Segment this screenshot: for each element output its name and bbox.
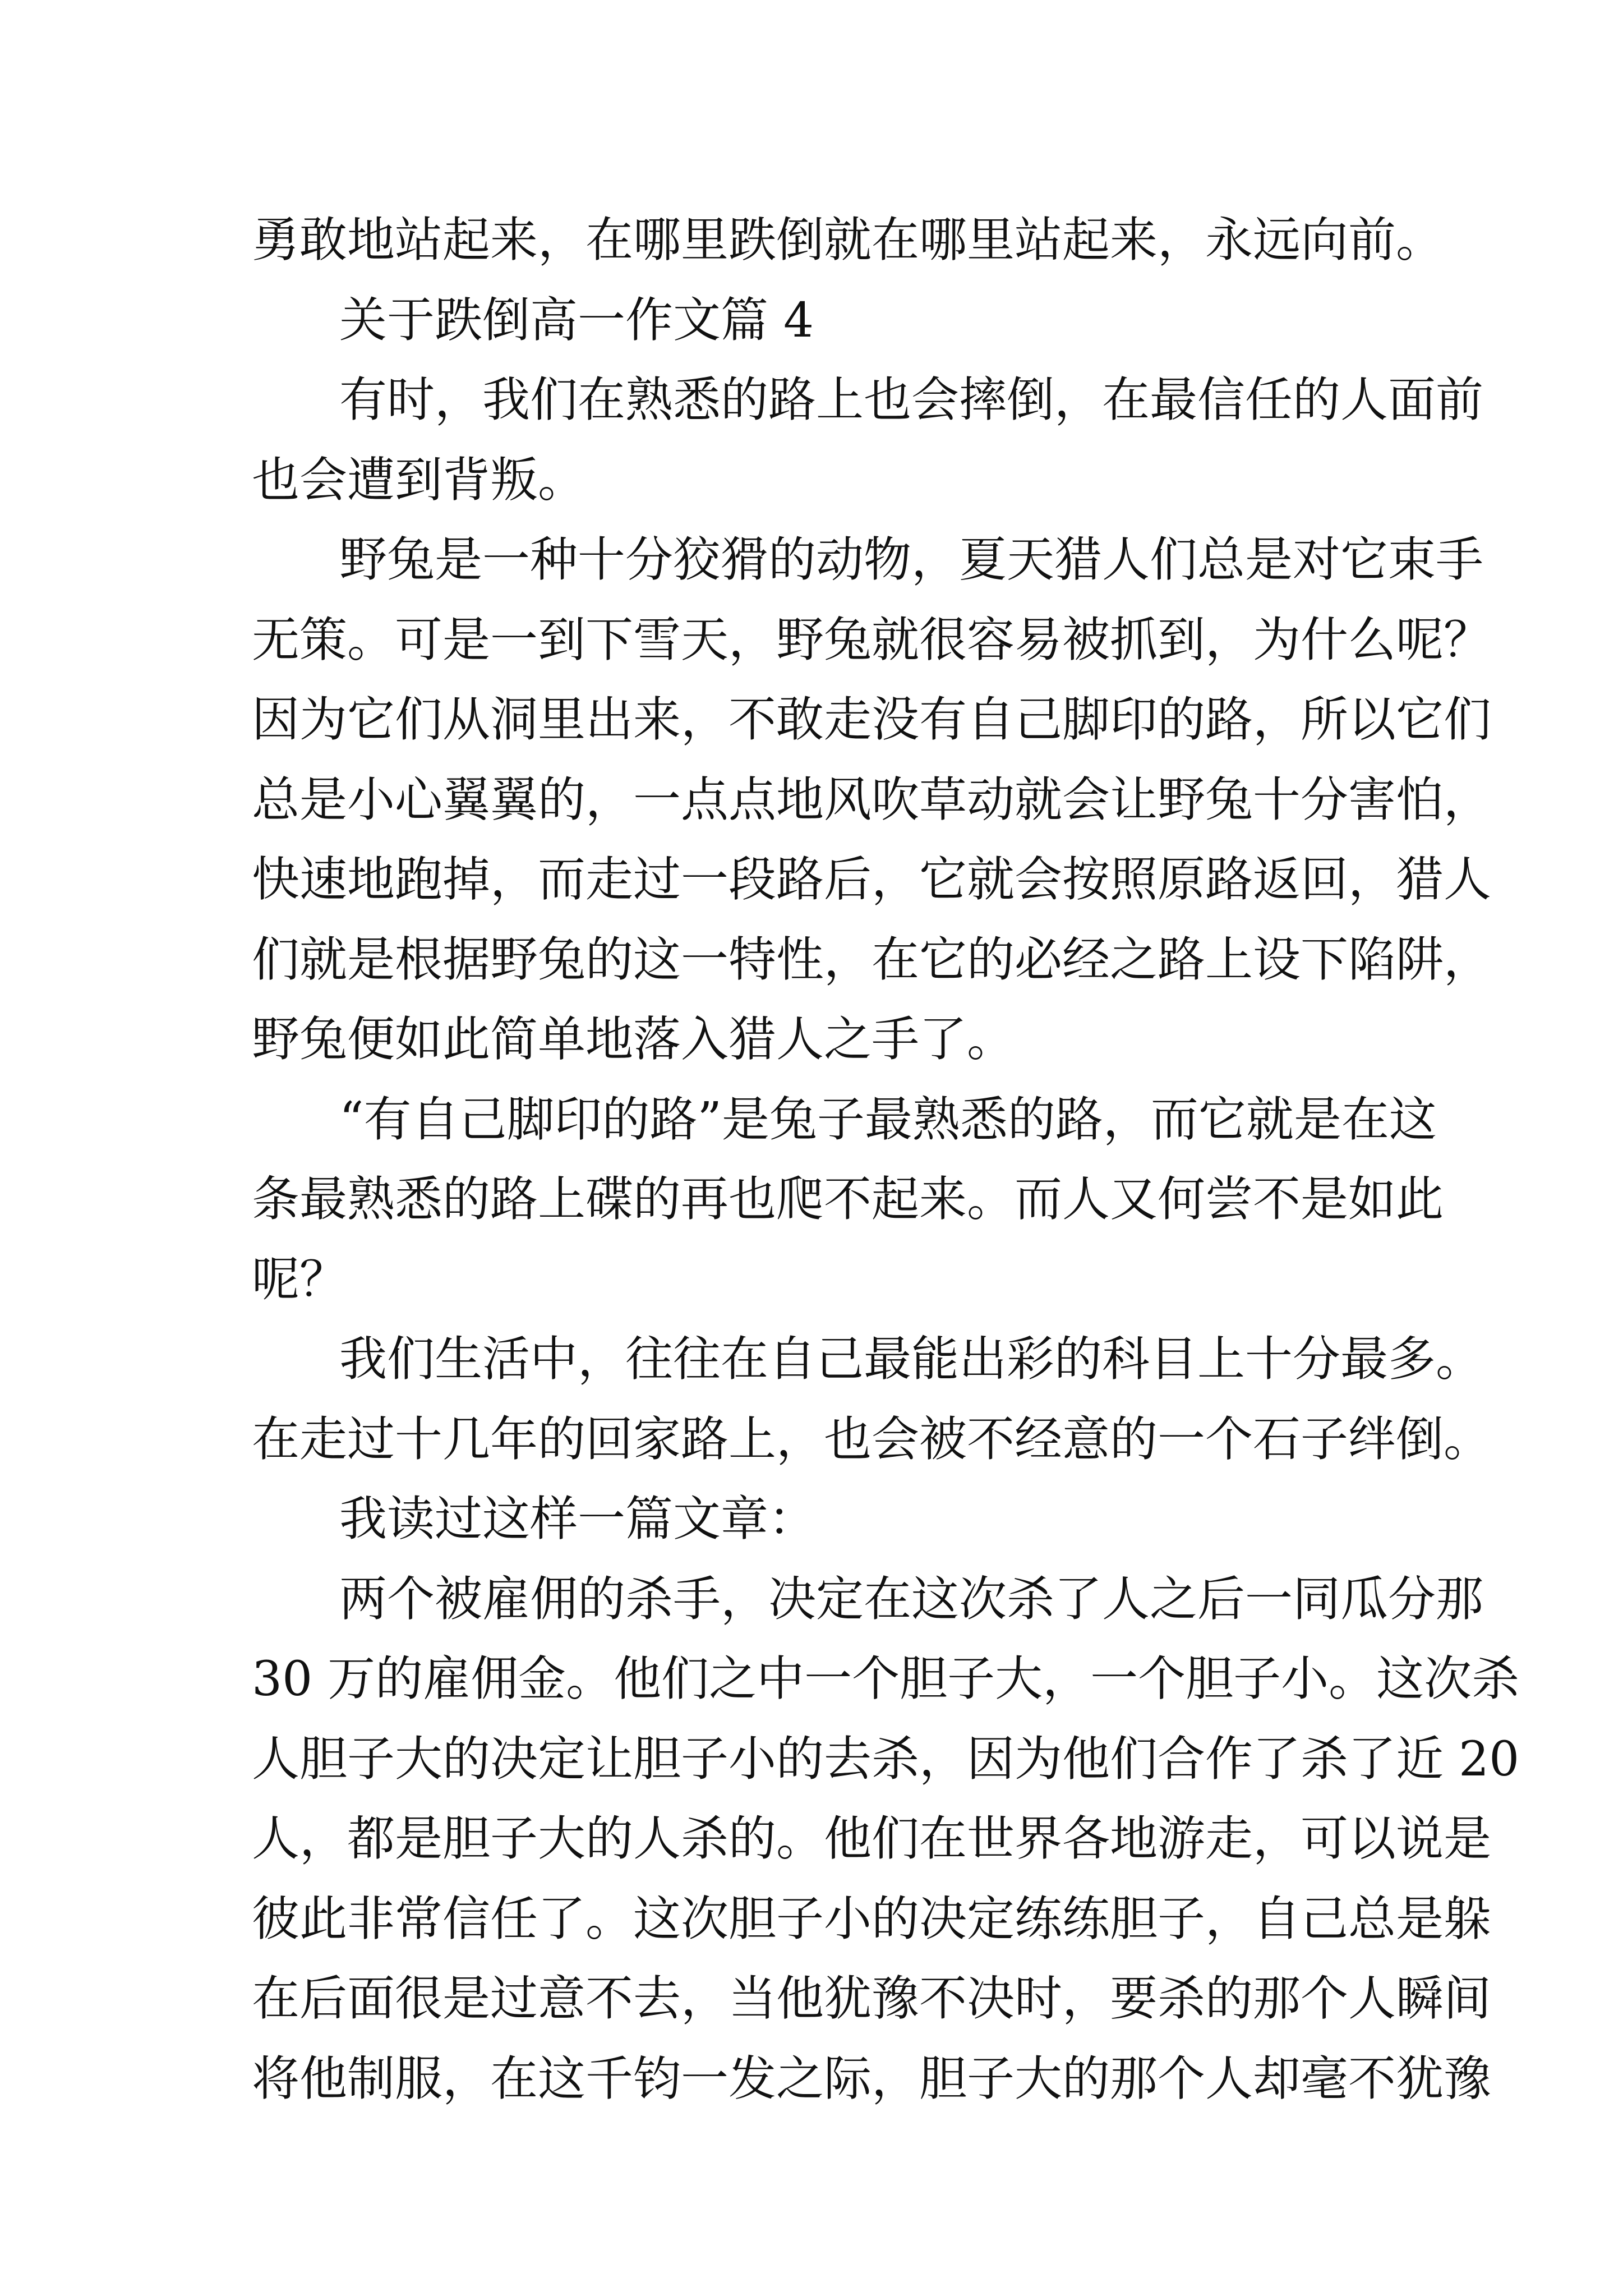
- article-body: [252, 201, 1520, 2119]
- text-line: 无策。可是一到下雪天，野兔就很容易被抓到，为什么呢？: [252, 612, 1492, 668]
- text-line: 快速地跑掉，而走过一段路后，它就会按照原路返回，猎人: [252, 852, 1492, 908]
- text-line: 在后面很是过意不去，当他犹豫不决时，要杀的那个人瞬间: [252, 1971, 1492, 2027]
- text-line: 也会遭到背叛。: [252, 452, 586, 508]
- text-line: 条最熟悉的路上碟的再也爬不起来。而人又何尝不是如此: [252, 1172, 1444, 1227]
- text-line: 人，都是胆子大的人杀的。他们在世界各地游走，可以说是: [252, 1811, 1492, 1867]
- text-line: 人胆子大的决定让胆子小的去杀，因为他们合作了杀了近 20: [252, 1731, 1520, 1787]
- text-line: 30 万的雇佣金。他们之中一个胆子大，一个胆子小。这次杀: [252, 1651, 1520, 1707]
- text-line: 两个被雇佣的杀手，决定在这次杀了人之后一同瓜分那: [339, 1571, 1484, 1627]
- text-line: 在走过十几年的回家路上，也会被不经意的一个石子绊倒。: [252, 1411, 1492, 1467]
- text-line: 野兔是一种十分狡猾的动物，夏天猎人们总是对它束手: [339, 532, 1484, 588]
- text-line: 因为它们从洞里出来，不敢走没有自己脚印的路，所以它们: [252, 692, 1492, 748]
- text-line: 们就是根据野兔的这一特性，在它的必经之路上设下陷阱，: [252, 932, 1492, 988]
- text-line: 彼此非常信任了。这次胆子小的决定练练胆子，自己总是躲: [252, 1891, 1492, 1947]
- text-line: 野兔便如此简单地落入猎人之手了。: [252, 1012, 1015, 1068]
- text-line: 呢？: [252, 1251, 348, 1308]
- text-line: 将他制服，在这千钧一发之际，胆子大的那个人却毫不犹豫: [252, 2051, 1492, 2107]
- text-line: “有自己脚印的路”是兔子最熟悉的路，而它就是在这: [339, 1092, 1437, 1148]
- text-line: 我读过这样一篇文章：: [339, 1492, 817, 1547]
- text-line: 勇敢地站起来，在哪里跌倒就在哪里站起来，永远向前。: [252, 213, 1444, 268]
- text-line: 总是小心翼翼的，一点点地风吹草动就会让野兔十分害怕，: [252, 772, 1492, 828]
- text-line: 我们生活中，往往在自己最能出彩的科目上十分最多。: [339, 1332, 1484, 1387]
- text-line: 有时，我们在熟悉的路上也会摔倒，在最信任的人面前: [339, 372, 1484, 428]
- section-heading: 关于跌倒高一作文篇 4: [339, 292, 814, 348]
